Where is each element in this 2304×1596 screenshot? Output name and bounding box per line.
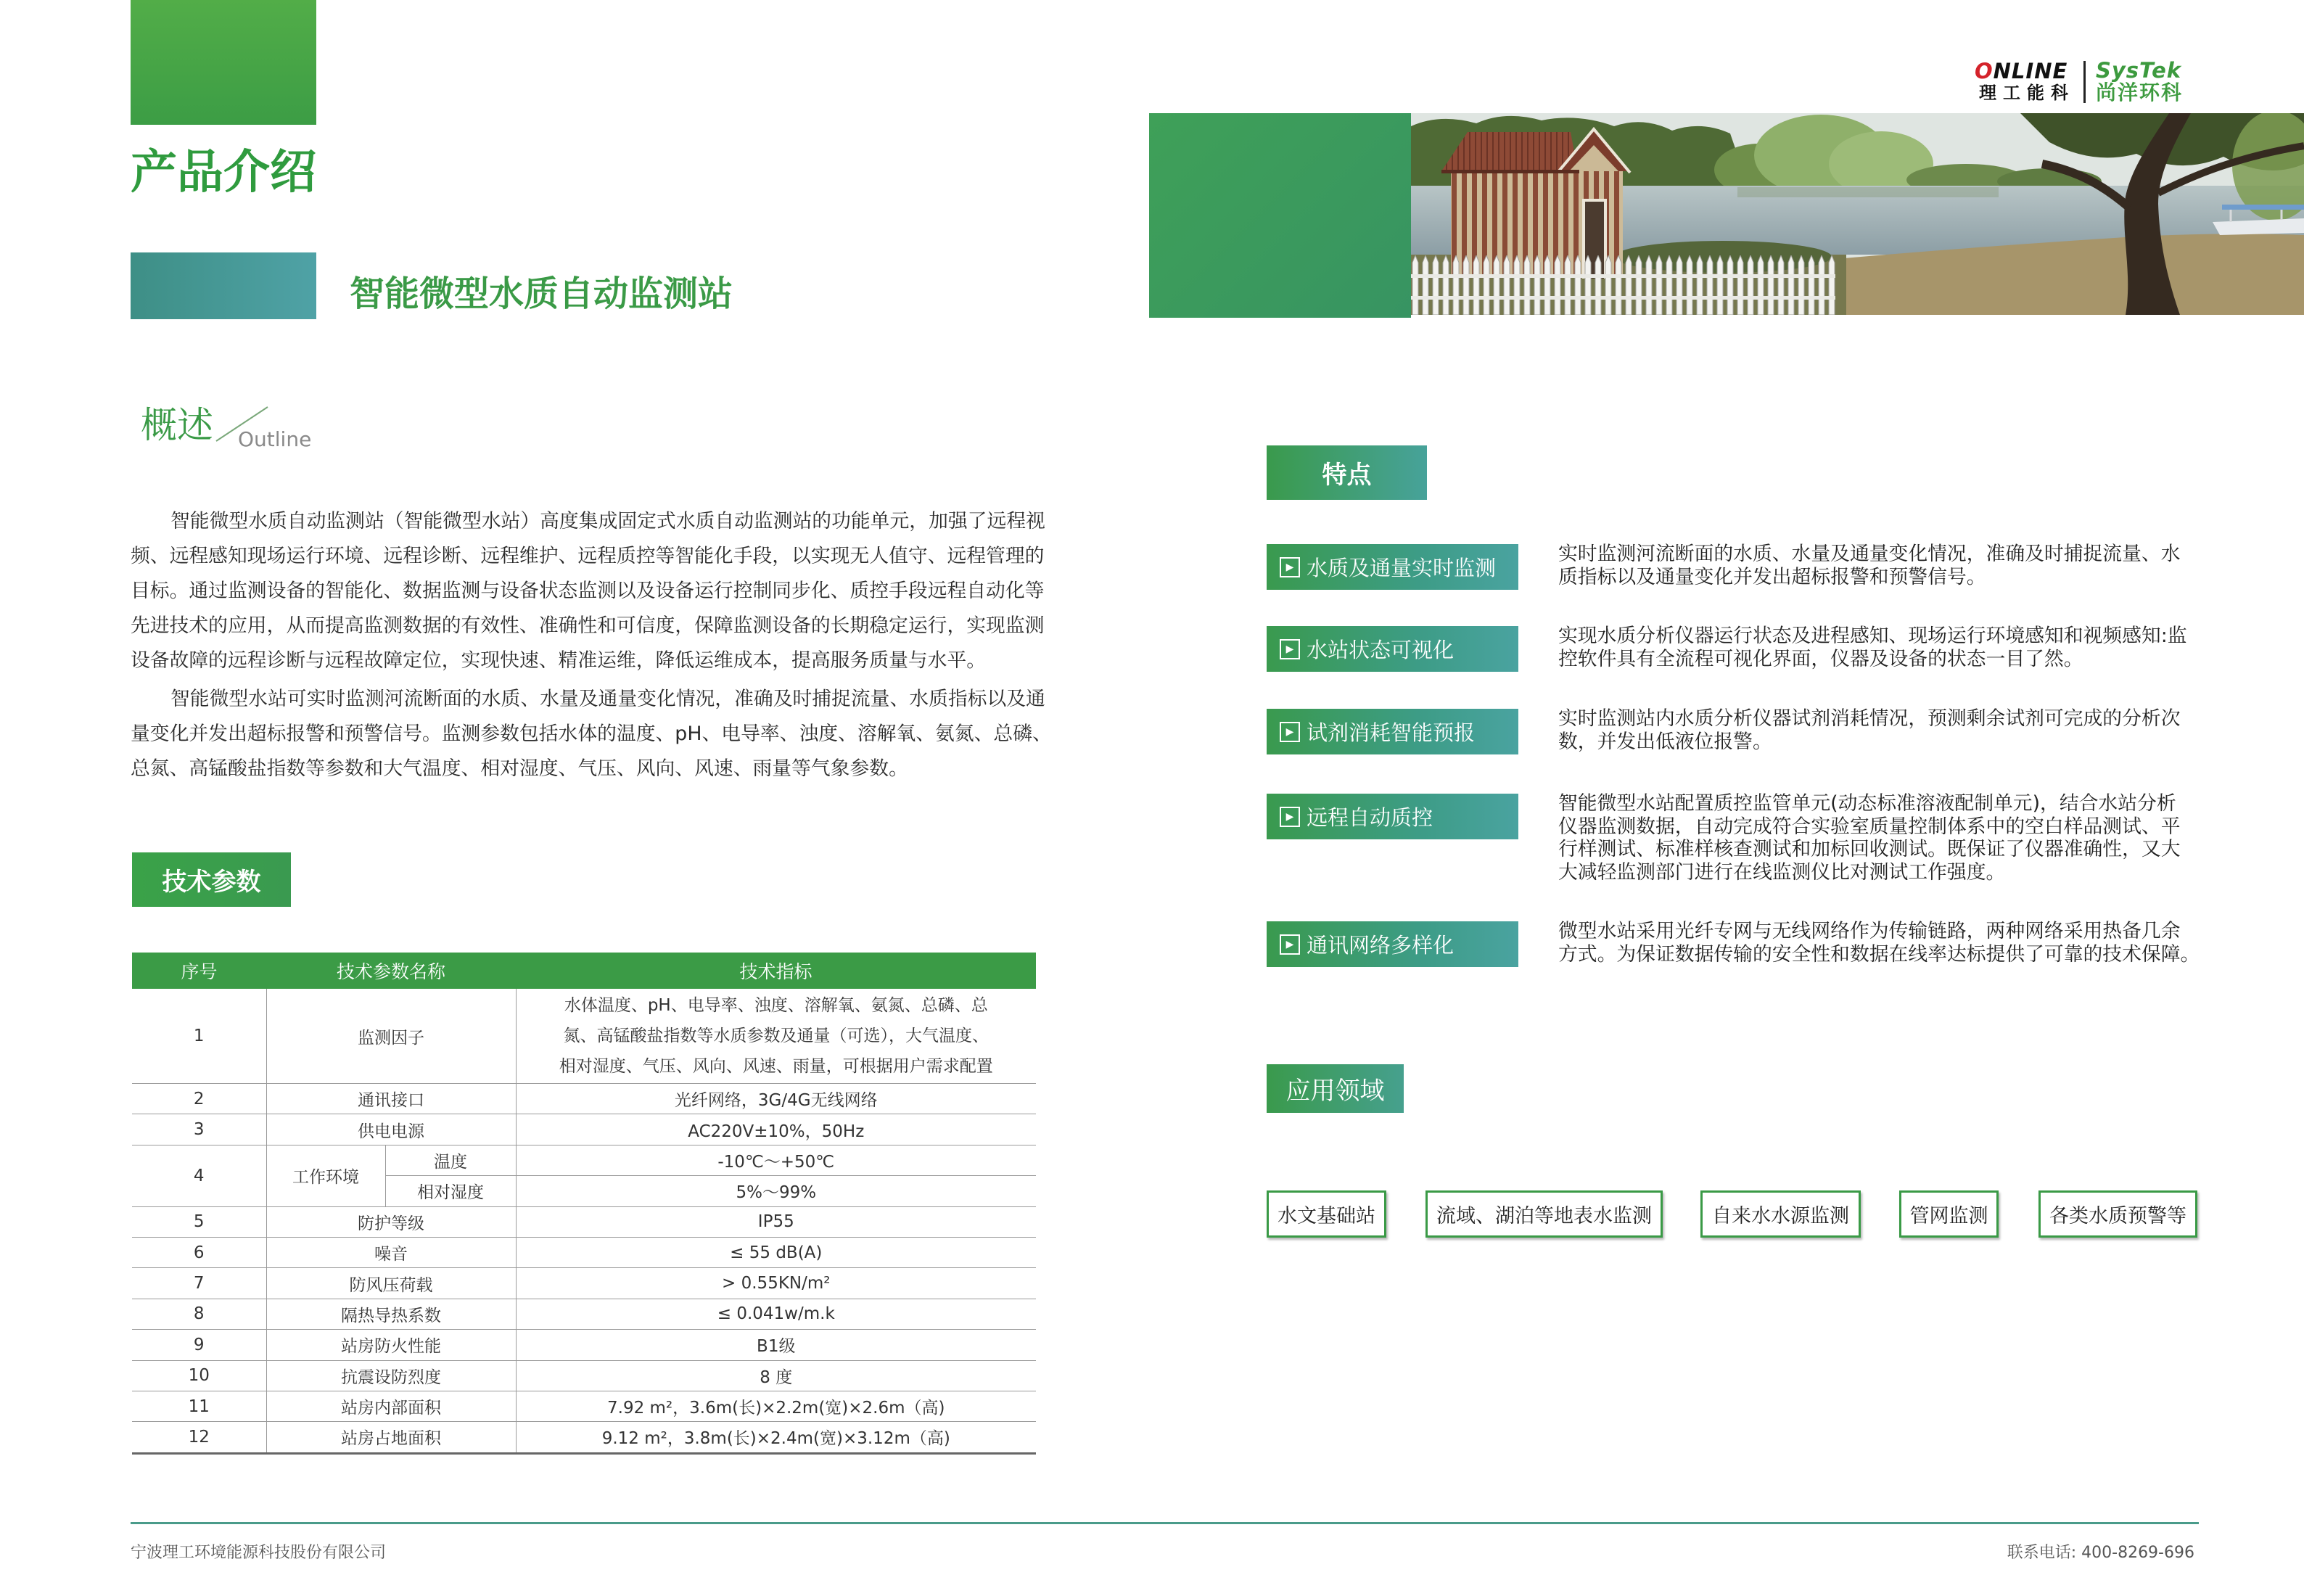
- footer-company: 宁波理工环境能源科技股份有限公司: [131, 1544, 387, 1562]
- feature-description-line: 实时监测河流断面的水质、水量及通量变化情况，准确及时捕捉流量、水: [1558, 543, 2181, 565]
- table-row: [132, 1391, 1036, 1421]
- overview-line: 智能微型水质自动监测站（智能微型水站）高度集成固定式水质自动监测站的功能单元，加强了远程视: [170, 510, 1045, 532]
- row-value: 9.12 m²，3.8m(长)×2.4m(宽)×3.12m（高): [516, 1422, 1036, 1453]
- row-name: 隔热导热系数: [266, 1299, 516, 1329]
- application-item: 自来水水源监测: [1700, 1190, 1861, 1238]
- play-icon: ▶: [1280, 722, 1300, 742]
- top-left-green-block: [131, 0, 316, 125]
- row-name: 站房占地面积: [266, 1422, 516, 1453]
- feature-label: 通讯网络多样化: [1307, 933, 1455, 958]
- row-value-line: 水体温度、pH、电导率、浊度、溶解氧、氨氮、总磷、总: [564, 996, 988, 1015]
- overview-line: 量变化并发出超标报警和预警信号。监测参数包括水体的温度、pH、电导率、浊度、溶解氧、氨氮、总磷、: [131, 723, 1052, 745]
- overview-paragraph: [131, 504, 1066, 678]
- row-name: 站房防火性能: [266, 1330, 516, 1360]
- logo-systek-group: [2096, 59, 2183, 104]
- play-icon: ▶: [1280, 557, 1300, 577]
- table-row: [132, 1422, 1036, 1453]
- logo-online-text: ONLINE: [1975, 59, 2068, 83]
- logo-systek-text: SysTek: [2096, 58, 2182, 83]
- footer-phone: 联系电话: 400-8269-696: [2007, 1544, 2194, 1562]
- header-param-name: 技术参数名称: [266, 953, 516, 989]
- feature-description-line: 方式。为保证数据传输的安全性和数据在线率达标提供了可靠的技术保障。: [1558, 942, 2200, 966]
- table-row: [132, 1268, 1036, 1299]
- station-photo: [1411, 113, 2304, 315]
- company-logo: [1975, 58, 2183, 106]
- spec-table: [132, 953, 1036, 1455]
- header-no: 序号: [132, 953, 266, 989]
- specs-title-badge: 技术参数: [132, 852, 291, 907]
- table-row: [132, 1237, 1036, 1267]
- feature-label: 水站状态可视化: [1307, 638, 1455, 662]
- feature-description-line: 微型水站采用光纤专网与无线网络作为传输链路，两种网络采用热备几余: [1558, 920, 2181, 942]
- overview-line: 总氮、高锰酸盐指数等参数和大气温度、相对湿度、气压、风向、风速、雨量等气象参数。: [131, 757, 908, 780]
- feature-label: 远程自动质控: [1307, 805, 1433, 830]
- logo-systek-cn-text: 尚洋环科: [2096, 81, 2184, 104]
- table-row: [132, 1114, 1036, 1145]
- row-no: 6: [132, 1237, 266, 1267]
- row-value: > 0.55KN/m²: [516, 1268, 1036, 1299]
- footer-divider: [131, 1522, 2199, 1524]
- feature-description: [1558, 792, 2181, 884]
- overview-text: [131, 504, 1066, 786]
- table-row: [132, 1299, 1036, 1329]
- play-icon: ▶: [1280, 639, 1300, 659]
- row-value: 光纤网络，3G/4G无线网络: [516, 1084, 1036, 1114]
- row-no: 11: [132, 1391, 266, 1421]
- row-name: 抗震设防烈度: [266, 1360, 516, 1391]
- row-value: AC220V±10%，50Hz: [516, 1114, 1036, 1145]
- row-value: 7.92 m²，3.6m(长)×2.2m(宽)×2.6m（高): [516, 1391, 1036, 1421]
- table-row: [132, 989, 1036, 1084]
- row-no: 5: [132, 1206, 266, 1237]
- overview-paragraph: [131, 682, 1066, 786]
- logo-divider: [2083, 61, 2086, 103]
- row-no: 3: [132, 1114, 266, 1145]
- photo-accent-block: [1149, 113, 1411, 318]
- feature-label: 试剂消耗智能预报: [1307, 720, 1476, 745]
- feature-description-line: 实时监测站内水质分析仪器试剂消耗情况，预测剩余试剂可完成的分析次: [1558, 707, 2181, 730]
- row-name: 工作环境: [266, 1145, 385, 1206]
- row-no: 9: [132, 1330, 266, 1360]
- row-no: 10: [132, 1360, 266, 1391]
- play-icon: ▶: [1280, 934, 1300, 955]
- row-no: 12: [132, 1422, 266, 1453]
- feature-label-badge: [1267, 709, 1518, 754]
- overview-line: 智能微型水站可实时监测河流断面的水质、水量及通量变化情况，准确及时捕捉流量、水质指标以及通: [170, 688, 1045, 710]
- row-value-line: 相对湿度、气压、风向、风速、雨量，可根据用户需求配置: [559, 1057, 993, 1076]
- header-param-value: 技术指标: [516, 953, 1036, 989]
- row-value: ≤ 55 dB(A): [516, 1237, 1036, 1267]
- subtitle-accent-block: [131, 252, 316, 319]
- row-value: [516, 989, 1036, 1084]
- table-row: [132, 1330, 1036, 1360]
- row-value: 8 度: [516, 1360, 1036, 1391]
- feature-label-badge: [1267, 626, 1518, 672]
- row-value: -10℃～+50℃: [516, 1145, 1036, 1175]
- feature-description-line: 智能微型水站配置质控监管单元(动态标准溶液配制单元)，结合水站分析: [1558, 792, 2176, 815]
- row-value-line: 氮、高锰酸盐指数等水质参数及通量（可选），大气温度、: [563, 1027, 990, 1045]
- logo-online-cn-text: 理工能科: [1979, 83, 2075, 103]
- overview-title: 概述: [141, 404, 213, 446]
- row-value: 5%～99%: [516, 1176, 1036, 1206]
- feature-label: 水质及通量实时监测: [1307, 556, 1497, 580]
- row-no: 8: [132, 1299, 266, 1329]
- row-name: 噪音: [266, 1237, 516, 1267]
- application-item: 各类水质预警等: [2038, 1190, 2197, 1238]
- row-sub-name: 相对湿度: [385, 1176, 516, 1206]
- row-name: 监测因子: [266, 989, 516, 1084]
- feature-description: [1558, 707, 2181, 753]
- feature-description-line: 仪器监测数据，自动完成符合实验室质量控制体系中的空白样品测试、平: [1558, 815, 2181, 838]
- row-no: 4: [132, 1145, 266, 1206]
- row-name: 通讯接口: [266, 1084, 516, 1114]
- feature-description: [1558, 625, 2187, 670]
- feature-label-badge: [1267, 794, 1518, 839]
- table-row: [132, 1084, 1036, 1114]
- table-row: [132, 1360, 1036, 1391]
- row-name: 供电电源: [266, 1114, 516, 1145]
- row-value: B1级: [516, 1330, 1036, 1360]
- page-title: 产品介绍: [131, 146, 316, 200]
- row-name: 站房内部面积: [266, 1391, 516, 1421]
- logo-online-group: [1975, 60, 2075, 104]
- feature-description-line: 控软件具有全流程可视化界面，仪器及设备的状态一目了然。: [1558, 647, 2083, 670]
- row-no: 2: [132, 1084, 266, 1114]
- feature-description: [1558, 920, 2200, 966]
- feature-description-line: 质指标以及通量变化并发出超标报警和预警信号。: [1558, 565, 1986, 588]
- feature-description: [1558, 543, 2181, 588]
- row-name: 防风压荷载: [266, 1268, 516, 1299]
- application-item: 水文基础站: [1267, 1190, 1386, 1238]
- overview-line: 频、远程感知现场运行环境、远程诊断、远程维护、远程质控等智能化手段，以实现无人值守、远程管理的: [131, 545, 1045, 567]
- application-item: 流域、湖泊等地表水监测: [1425, 1190, 1663, 1238]
- feature-description-line: 实现水质分析仪器运行状态及进程感知、现场运行环境感知和视频感知:监: [1558, 625, 2187, 647]
- overview-title-en: Outline: [238, 427, 312, 451]
- table-header-row: [132, 953, 1036, 989]
- row-name: 防护等级: [266, 1206, 516, 1237]
- feature-label-badge: [1267, 921, 1518, 967]
- page-subtitle: 智能微型水质自动监测站: [350, 273, 733, 314]
- play-icon: ▶: [1280, 807, 1300, 827]
- feature-description-line: 大减轻监测部门进行在线监测仪比对测试工作强度。: [1558, 860, 2006, 884]
- table-row: [132, 1145, 1036, 1175]
- row-no: 7: [132, 1268, 266, 1299]
- features-title-badge: 特点: [1267, 445, 1427, 500]
- row-no: 1: [132, 989, 266, 1084]
- overview-line: 先进技术的应用，从而提高监测数据的有效性、准确性和可信度，保障监测设备的长期稳定运行，实现监测: [131, 614, 1045, 637]
- feature-description-line: 行样测试、标准样核查测试和加标回收测试。既保证了仪器准确性，又大: [1558, 838, 2181, 861]
- applications-title-badge: 应用领域: [1267, 1064, 1404, 1113]
- table-row: [132, 1206, 1036, 1237]
- overview-line: 设备故障的远程诊断与远程故障定位，实现快速、精准运维，降低运维成本，提高服务质量与水平。: [131, 649, 987, 672]
- feature-description-line: 数，并发出低液位报警。: [1558, 730, 1772, 753]
- row-value: ≤ 0.041w/m.k: [516, 1299, 1036, 1329]
- row-sub-name: 温度: [385, 1145, 516, 1175]
- row-value: IP55: [516, 1206, 1036, 1237]
- feature-label-badge: [1267, 544, 1518, 590]
- overview-line: 目标。通过监测设备的智能化、数据监测与设备状态监测以及设备运行控制同步化、质控手段远程自动化等: [131, 580, 1045, 602]
- application-item: 管网监测: [1899, 1190, 1999, 1238]
